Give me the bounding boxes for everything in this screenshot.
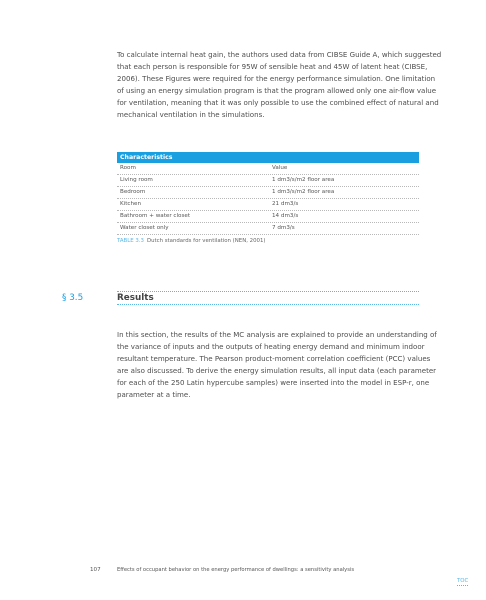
table-column-headers [117,163,419,175]
table-row [117,199,419,211]
table-cell-room: Kitchen [120,201,142,207]
table-row [117,175,419,187]
table-cell-value: 1 dm3/s/m2 floor area [272,189,335,195]
table-row [117,211,419,223]
intro-paragraph: To calculate internal heat gain, the authors used data from CIBSE Guide A, which suggested that each person is responsible for 95W of sensible heat and 45W of latent heat (CIBSE, 2006). These Figures were required for the energy performance simulation. One limitation of using an energy simulation program is that the program allowed only one air-flow value for ventilation, meaning that it was only possible to use the combined effect of natural and mechanical ventilation in the simulations. [117,50,442,119]
table-cell-value: 7 dm3/s [272,225,295,231]
column-header-value: Value [272,165,288,171]
section-number: § 3.5 [62,293,84,303]
page-number: 107 [90,567,101,573]
table-cell-value: 14 dm3/s [272,213,299,219]
section-rule-top [117,291,419,292]
results-paragraph: In this section, the results of the MC analysis are explained to provide an understanding of the variance of inputs and the outputs of heating energy demand and minimum indoor resultant temperature. The Pearson product-moment correlation coefficient (PCC) values are also discussed. To derive the energy simulation results, all input data (each parameter for each of the 250 Latin hypercube samples) were inserted into the model in ESP-r, one parameter at a time. [117,330,437,399]
table-cell-room: Bedroom [120,189,146,195]
table-header: Characteristics [117,152,419,163]
table-cell-room: Living room [120,177,153,183]
table-caption [117,238,266,244]
column-header-room: Room [120,165,136,171]
table-cell-value: 21 dm3/s [272,201,299,207]
table-row [117,187,419,199]
table-cell-room: Water closet only [120,225,169,231]
section-title: Results [117,293,154,303]
toc-link[interactable]: TOC [457,578,469,584]
table-row [117,223,419,235]
table-caption-number: TABLE 3.3 [117,238,144,244]
section-rule-bottom [117,304,419,305]
running-title: Effects of occupant behavior on the energy performance of dwellings: a sensitivity analysis [117,567,355,573]
table-cell-room: Bathroom + water closet [120,213,191,219]
ventilation-table [117,152,419,235]
table-caption-text: Dutch standards for ventilation (NEN, 2001) [146,238,266,244]
table-cell-value: 1 dm3/s/m2 floor area [272,177,335,183]
